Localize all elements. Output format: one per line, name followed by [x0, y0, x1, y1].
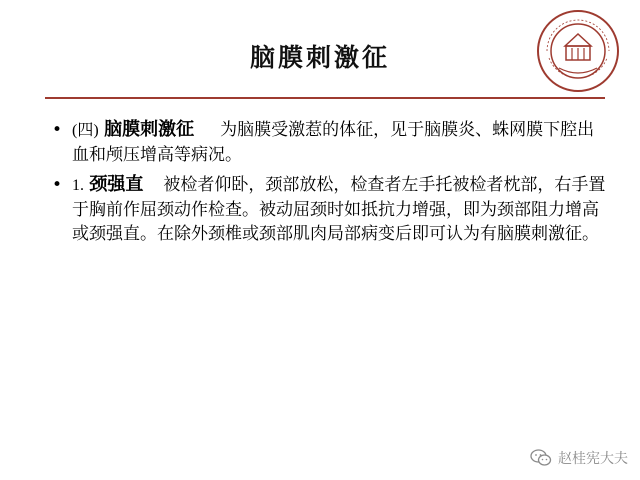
bullet-prefix: 1.: [72, 177, 84, 194]
bullet-prefix: (四): [72, 122, 99, 139]
bullet-term: 颈强直: [89, 174, 144, 195]
bullet-term: 脑膜刺激征: [104, 119, 195, 140]
watermark-text: 赵桂宪大夫: [558, 451, 628, 467]
watermark: [530, 448, 628, 468]
university-seal-icon: [535, 8, 621, 94]
slide-title: 脑膜刺激征: [249, 43, 390, 72]
bullet-item: [50, 173, 610, 246]
bullet-dot: •: [52, 175, 63, 195]
bullet-dot: •: [52, 120, 63, 140]
slide-content: [50, 118, 610, 252]
bullet-text: 为脑膜受激惹的体征，见于脑膜炎、蛛网膜下腔出血和颅压增高等病况。: [72, 120, 595, 165]
wechat-icon: [530, 449, 552, 467]
bullet-item: [50, 118, 610, 167]
bullet-text: 被检者仰卧，颈部放松，检查者左手托被检者枕部，右手置于胸前作屈颈动作检查。被动屈颈时如抵抗力增强，即为颈部阻力增高或颈强直。在除外颈椎或颈部肌肉局部病变后即可认为有脑膜刺激征。: [72, 175, 606, 244]
title-divider: [45, 97, 605, 99]
